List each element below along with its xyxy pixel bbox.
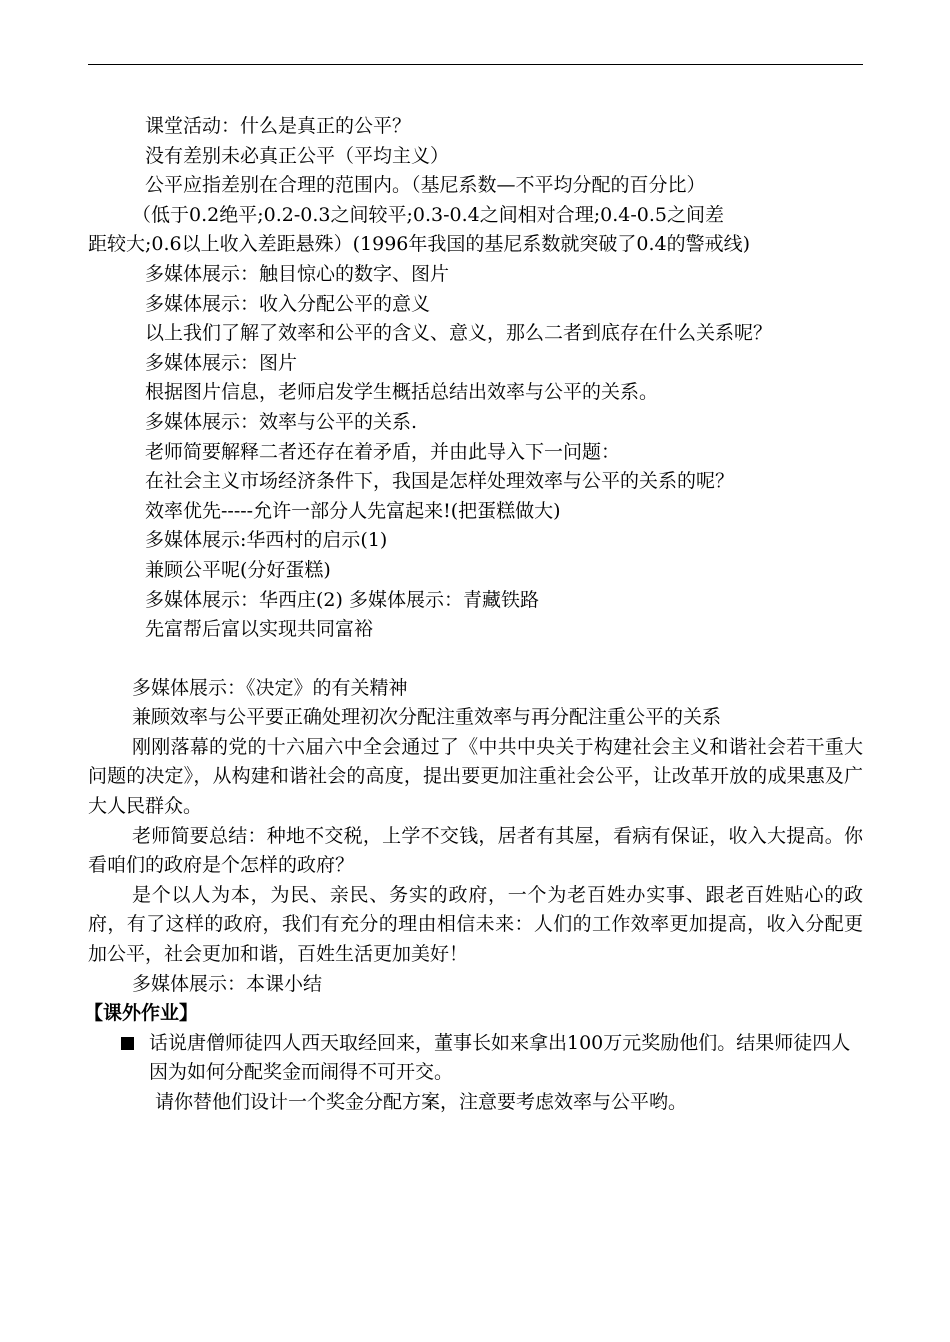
text-line: 多媒体展示：收入分配公平的意义 — [145, 292, 431, 315]
text-line: 效率优先-----允许一部分人先富起来!(把蛋糕做大) — [145, 499, 561, 522]
document-body — [84, 112, 863, 1118]
homework-heading: 【课外作业】 — [84, 1002, 199, 1025]
text-line: （低于0.2绝平;0.2-0.3之间较平;0.3-0.4之间相对合理;0.4-0.5之间差 — [132, 203, 724, 226]
text-line: 距较大;0.6以上收入差距悬殊）(1996年我国的基尼系数就突破了0.4的警戒线) — [88, 233, 751, 256]
text-line: 公平应指差别在合理的范围内。（基尼系数—不平均分配的百分比） — [145, 174, 706, 197]
text-line: 多媒体展示：效率与公平的关系. — [145, 410, 418, 433]
homework-item-text: 话说唐僧师徒四人西天取经回来，董事长如来拿出100万元奖励他们。结果师徒四人因为如何分配奖金而闹得不可开交。 — [149, 1031, 851, 1084]
blank-line — [88, 645, 863, 674]
homework-followup-text: 请你替他们设计一个奖金分配方案，注意要考虑效率与公平哟。 — [155, 1091, 688, 1113]
paragraph: 老师简要总结：种地不交税，上学不交钱，居者有其屋，看病有保证，收入大提高。你看咱们的政府是个怎样的政府？ — [88, 824, 863, 877]
header-rule — [88, 64, 863, 65]
text-line: 多媒体展示:华西村的启示(1) — [145, 529, 388, 552]
paragraph: 刚刚落幕的党的十六届六中全会通过了《中共中央关于构建社会主义和谐社会若干重大问题的决定》，从构建和谐社会的高度，提出要更加注重社会公平，让改革开放的成果惠及广大人民群众。 — [88, 735, 863, 818]
text-line: 多媒体展示：触目惊心的数字、图片 — [145, 262, 450, 285]
text-line: 课堂活动：什么是真正的公平？ — [145, 115, 412, 137]
text-line: 老师简要解释二者还存在着矛盾，并由此导入下一问题： — [145, 440, 621, 463]
text-line: 多媒体展示：《决定》的有关精神 — [132, 676, 408, 699]
text-line: 没有差别未必真正公平（平均主义） — [145, 144, 450, 167]
text-line: 多媒体展示：本课小结 — [132, 972, 323, 995]
text-line: 先富帮后富以实现共同富裕 — [145, 618, 374, 641]
text-line: 以上我们了解了效率和公平的含义、意义，那么二者到底存在什么关系呢？ — [145, 322, 773, 345]
text-line: 兼顾公平呢(分好蛋糕) — [145, 558, 331, 581]
text-line: 在社会主义市场经济条件下，我国是怎样处理效率与公平的关系的呢？ — [145, 470, 735, 493]
text-line: 多媒体展示：华西庄(2) 多媒体展示：青藏铁路 — [145, 588, 539, 611]
paragraph: 是个以人为本，为民、亲民、务实的政府，一个为老百姓办实事、跟老百姓贴心的政府，有了这样的政府，我们有充分的理由相信未来：人们的工作效率更加提高，收入分配更加公平，社会更加和谐，百姓生活更加美好！ — [88, 883, 863, 966]
text-line: 根据图片信息，老师启发学生概括总结出效率与公平的关系。 — [145, 381, 659, 404]
text-line: 兼顾效率与公平要正确处理初次分配注重效率与再分配注重公平的关系 — [132, 706, 722, 729]
homework-item — [88, 1029, 863, 1118]
square-bullet-icon — [121, 1037, 134, 1050]
text-line: 多媒体展示：图片 — [145, 351, 298, 374]
